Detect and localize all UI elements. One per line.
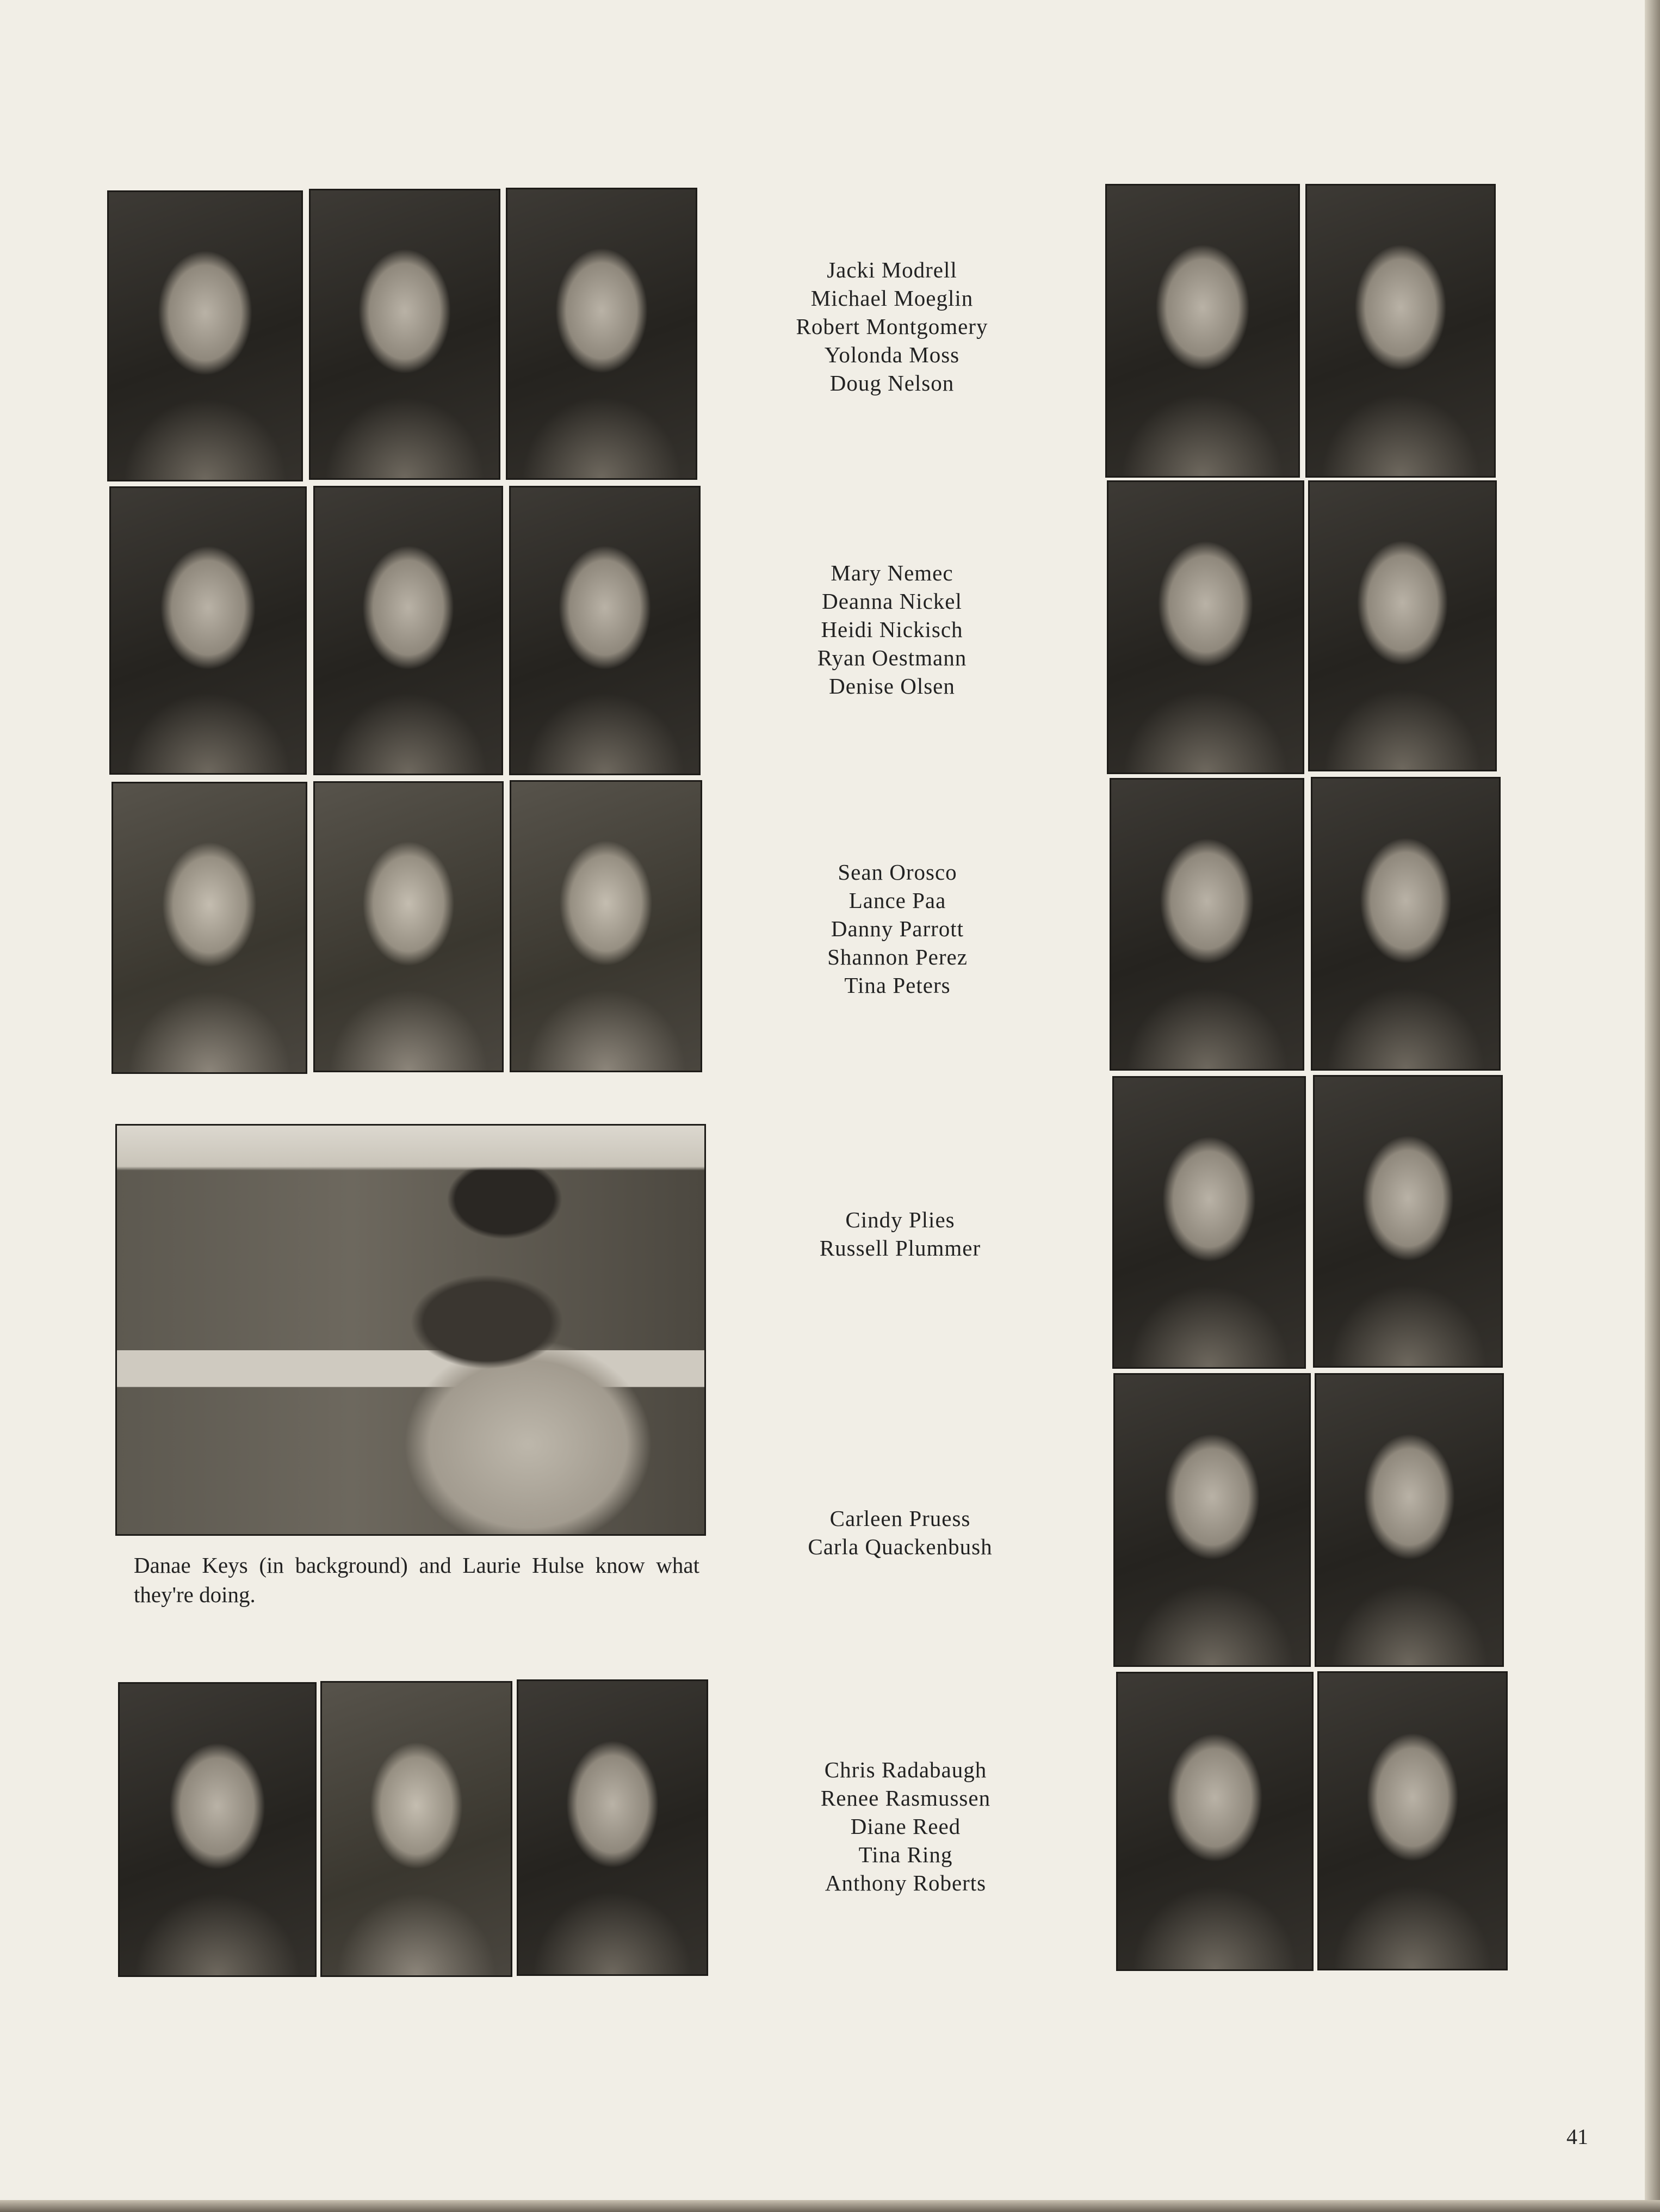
student-name: Tina Ring xyxy=(858,1842,953,1867)
portrait-photo xyxy=(112,782,307,1074)
portrait-photo xyxy=(1116,1672,1314,1971)
portrait-photo xyxy=(1305,184,1496,478)
portrait-photo xyxy=(313,781,504,1072)
portrait-photo xyxy=(1317,1671,1508,1970)
student-name: Cindy Plies xyxy=(845,1207,955,1232)
portrait-photo xyxy=(506,188,697,480)
portrait-photo xyxy=(1105,184,1300,478)
portrait-photo xyxy=(1313,1075,1503,1368)
portrait-photo xyxy=(517,1679,708,1976)
student-name: Jacki Modrell xyxy=(827,257,957,282)
student-name: Russell Plummer xyxy=(819,1235,981,1261)
student-name: Denise Olsen xyxy=(829,674,955,699)
portrait-photo xyxy=(510,780,702,1072)
portrait-photo xyxy=(313,486,503,775)
portrait-photo xyxy=(309,189,500,480)
portrait-photo xyxy=(1107,480,1304,774)
student-name: Tina Peters xyxy=(844,973,951,998)
portrait-photo xyxy=(509,486,701,775)
name-list xyxy=(745,858,1050,999)
name-list xyxy=(740,559,1044,700)
student-name: Shannon Perez xyxy=(827,944,968,969)
candid-photo xyxy=(115,1124,706,1536)
student-name: Anthony Roberts xyxy=(825,1870,987,1895)
student-name: Deanna Nickel xyxy=(822,589,962,614)
student-name: Mary Nemec xyxy=(831,560,953,585)
name-list xyxy=(748,1206,1052,1262)
portrait-photo xyxy=(1113,1373,1311,1667)
portrait-photo xyxy=(1112,1076,1306,1369)
student-name: Yolonda Moss xyxy=(824,342,960,367)
student-name: Doug Nelson xyxy=(829,370,955,396)
student-name: Carla Quackenbush xyxy=(808,1534,993,1559)
name-list xyxy=(748,1504,1052,1561)
photo-caption: Danae Keys (in background) and Laurie Hulse know what they're doing. xyxy=(134,1553,699,1607)
student-name: Ryan Oestmann xyxy=(817,645,967,670)
name-list xyxy=(753,1756,1058,1897)
portrait-photo xyxy=(320,1681,512,1977)
page-bottom-edge xyxy=(0,2200,1660,2212)
portrait-photo xyxy=(107,190,303,481)
student-name: Chris Radabaugh xyxy=(824,1757,987,1782)
portrait-photo xyxy=(1311,777,1501,1071)
portrait-photo xyxy=(1315,1373,1504,1667)
portrait-photo xyxy=(1308,480,1497,771)
page-number: 41 xyxy=(1566,2124,1588,2149)
student-name: Diane Reed xyxy=(850,1814,961,1839)
portrait-photo xyxy=(1110,778,1304,1071)
name-list xyxy=(740,256,1044,397)
portrait-photo xyxy=(118,1682,317,1977)
student-name: Carleen Pruess xyxy=(829,1506,971,1531)
student-name: Sean Orosco xyxy=(838,860,957,885)
student-name: Michael Moeglin xyxy=(810,286,974,311)
student-name: Heidi Nickisch xyxy=(821,617,963,642)
student-name: Renee Rasmussen xyxy=(820,1785,991,1811)
student-name: Robert Montgomery xyxy=(796,314,988,339)
student-name: Danny Parrott xyxy=(831,916,964,941)
page-edge xyxy=(1645,0,1660,2212)
portrait-photo xyxy=(109,486,307,775)
student-name: Lance Paa xyxy=(848,888,946,913)
